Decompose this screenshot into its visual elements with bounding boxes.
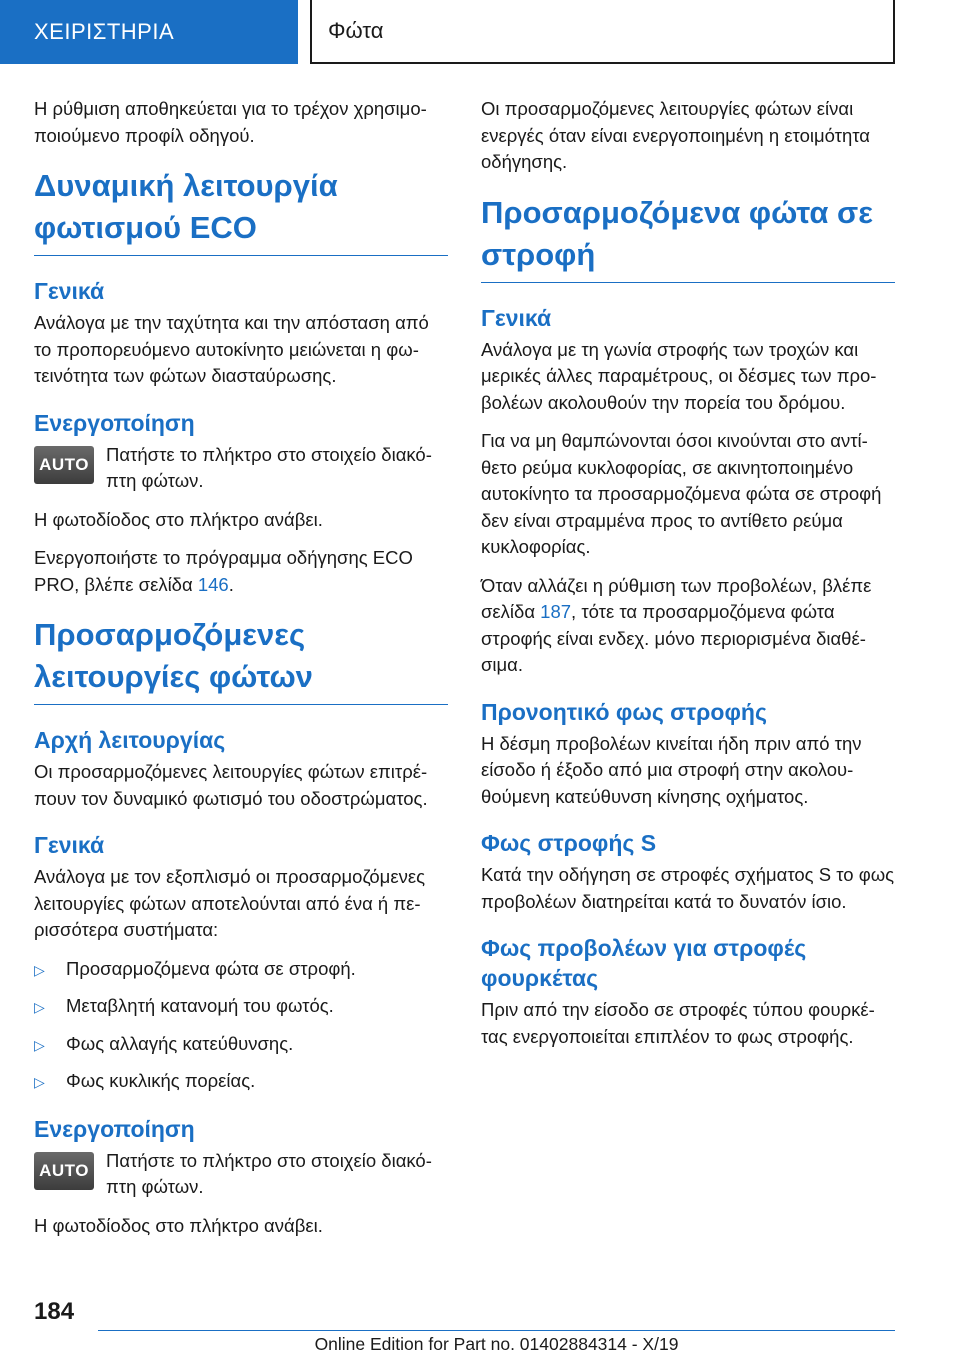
auto-button-icon: AUTO bbox=[34, 446, 94, 484]
eco-pro-sentence: Ενεργοποιήστε το πρόγραμμα οδήγησης ECO PRO, βλέπε σελίδα bbox=[34, 547, 413, 595]
hairpin-heading: Φως προβολέων για στροφές φουρκέτας bbox=[481, 935, 807, 991]
eco-general-text: Ανάλογα με την ταχύτητα και την απόσταση από το προπορευόμενο αυτοκίνητο μειώνεται η φωτεινότητα των φώτων διασταύρωσης. bbox=[34, 312, 429, 386]
triangle-right-icon: ▷ bbox=[34, 1036, 45, 1053]
triangle-right-icon: ▷ bbox=[34, 961, 45, 978]
adaptive-activation-text: Πατήστε το πλήκτρο στο στοιχείο διακόπτη φώτων. bbox=[106, 1149, 432, 1197]
eco-led-text: Η φωτοδίοδος στο πλήκτρο ανάβει. bbox=[34, 508, 323, 530]
list-item bbox=[34, 956, 448, 984]
header-chapter-title: Φώτα bbox=[310, 0, 895, 64]
triangle-right-icon: ▷ bbox=[34, 999, 45, 1015]
eco-pro-end: . bbox=[228, 573, 234, 595]
header-section-tab: ΧΕΙΡΙΣΤΗΡΙΑ bbox=[0, 0, 298, 64]
eco-section-title: Δυναμική λειτουργία φωτισμού ECO bbox=[34, 165, 448, 256]
page-link-146[interactable]: 146 bbox=[197, 573, 229, 595]
auto-button-icon: AUTO bbox=[34, 1152, 94, 1190]
s-curve-text: Κατά την οδήγηση σε στροφές σχήματος S το φως προβολέων διατηρείται κατά το δυνατόν ίσιο. bbox=[481, 864, 895, 912]
curve-general-text: Ανάλογα με τη γωνία στροφής των τροχών και μερικές άλλες παραμέτρους, οι δέσμες των προβολέων ακολουθούν την πορεία του δρόμου. bbox=[481, 338, 877, 413]
curve-switch-text bbox=[481, 573, 895, 679]
systems-list bbox=[34, 956, 448, 1096]
left-column bbox=[34, 96, 448, 1251]
eco-activation-text: Πατήστε το πλήκτρο στο στοιχείο διακόπτη φώτων. bbox=[106, 443, 432, 491]
curve-section-title: Προσαρμοζόμενα φώτα σε στροφή bbox=[481, 192, 895, 283]
eco-activation-row bbox=[34, 442, 448, 495]
list-item bbox=[34, 1068, 448, 1096]
adaptive-section-title: Προσαρμοζόμενες λειτουργίες φώτων bbox=[34, 614, 448, 705]
list-item-text: Προσαρμοζόμενα φώτα σε στροφή. bbox=[66, 957, 356, 979]
list-item-text: Μεταβλητή κατανομή του φωτός. bbox=[66, 995, 334, 1016]
curve-glare-text: Για να μη θαμπώνονται όσοι κινούνται στο αντίθετο ρεύμα κυκλοφορίας, σε ακινητοποιημένο αυτοκίνητο τα προσαρμοζόμενα φώτα σε στροφή δεν είναι στραμμένα προς το αντίθετο ρεύμα κυκλοφορίας. bbox=[481, 430, 882, 557]
intro-text: Η ρύθμιση αποθηκεύεται για το τρέχον χρησιμοποιούμενο προφίλ οδηγού. bbox=[34, 98, 427, 146]
footer-divider bbox=[98, 1330, 895, 1331]
eco-general-heading: Γενικά bbox=[34, 278, 105, 304]
principle-text: Οι προσαρμοζόμενες λειτουργίες φώτων επιτρέπουν τον δυναμικό φωτισμό του οδοστρώματος. bbox=[34, 761, 428, 809]
curve-switch-end: , τότε τα προσαρμοζόμενα φώτα στροφής είναι ενδεχ. μόνο περιορισμένα διαθέσιμα. bbox=[481, 601, 866, 675]
adaptive-general-heading: Γενικά bbox=[34, 832, 105, 858]
curve-switch-sentence: Όταν αλλάζει η ρύθμιση των προβολέων, βλέπε σελίδα bbox=[481, 574, 872, 622]
principle-heading: Αρχή λειτουργίας bbox=[34, 727, 226, 753]
adaptive-activation-row bbox=[34, 1148, 448, 1201]
adaptive-led-text: Η φωτοδίοδος στο πλήκτρο ανάβει. bbox=[34, 1214, 323, 1236]
list-item-text: Φως αλλαγής κατεύθυνσης. bbox=[66, 1032, 294, 1054]
active-text: Οι προσαρμοζόμενες λειτουργίες φώτων είναι ενεργές όταν είναι ενεργοποιημένη η ετοιμότητα οδήγησης. bbox=[481, 98, 870, 172]
list-item-text: Φως κυκλικής πορείας. bbox=[66, 1070, 256, 1091]
page-link-187[interactable]: 187 bbox=[540, 601, 572, 622]
curve-general-heading: Γενικά bbox=[481, 304, 552, 331]
page-number: 184 bbox=[34, 1298, 75, 1325]
right-column bbox=[481, 96, 895, 1062]
predictive-heading: Προνοητικό φως στροφής bbox=[481, 698, 767, 725]
triangle-right-icon: ▷ bbox=[34, 1074, 45, 1090]
eco-activation-heading: Ενεργοποίηση bbox=[34, 409, 195, 436]
predictive-text: Η δέσμη προβολέων κινείται ήδη πριν από την είσοδο ή έξοδο από μια στροφή στην ακολουθούμενη κατεύθυνση κίνησης οχήματος. bbox=[481, 732, 862, 807]
s-curve-heading: Φως στροφής S bbox=[481, 830, 657, 856]
hairpin-text: Πριν από την είσοδο σε στροφές τύπου φουρκέτας ενεργοποιείται επιπλέον το φως στροφής. bbox=[481, 999, 875, 1047]
list-item bbox=[34, 993, 448, 1021]
eco-pro-text bbox=[34, 545, 448, 598]
footer-edition: Online Edition for Part no. 01402884314 - X/19 bbox=[314, 1334, 679, 1354]
list-item bbox=[34, 1031, 448, 1059]
adaptive-activation-heading: Ενεργοποίηση bbox=[34, 1115, 195, 1142]
adaptive-general-text: Ανάλογα με τον εξοπλισμό οι προσαρμοζόμενες λειτουργίες φώτων αποτελούνται από ένα ή περισσότερα συστήματα: bbox=[34, 866, 425, 940]
